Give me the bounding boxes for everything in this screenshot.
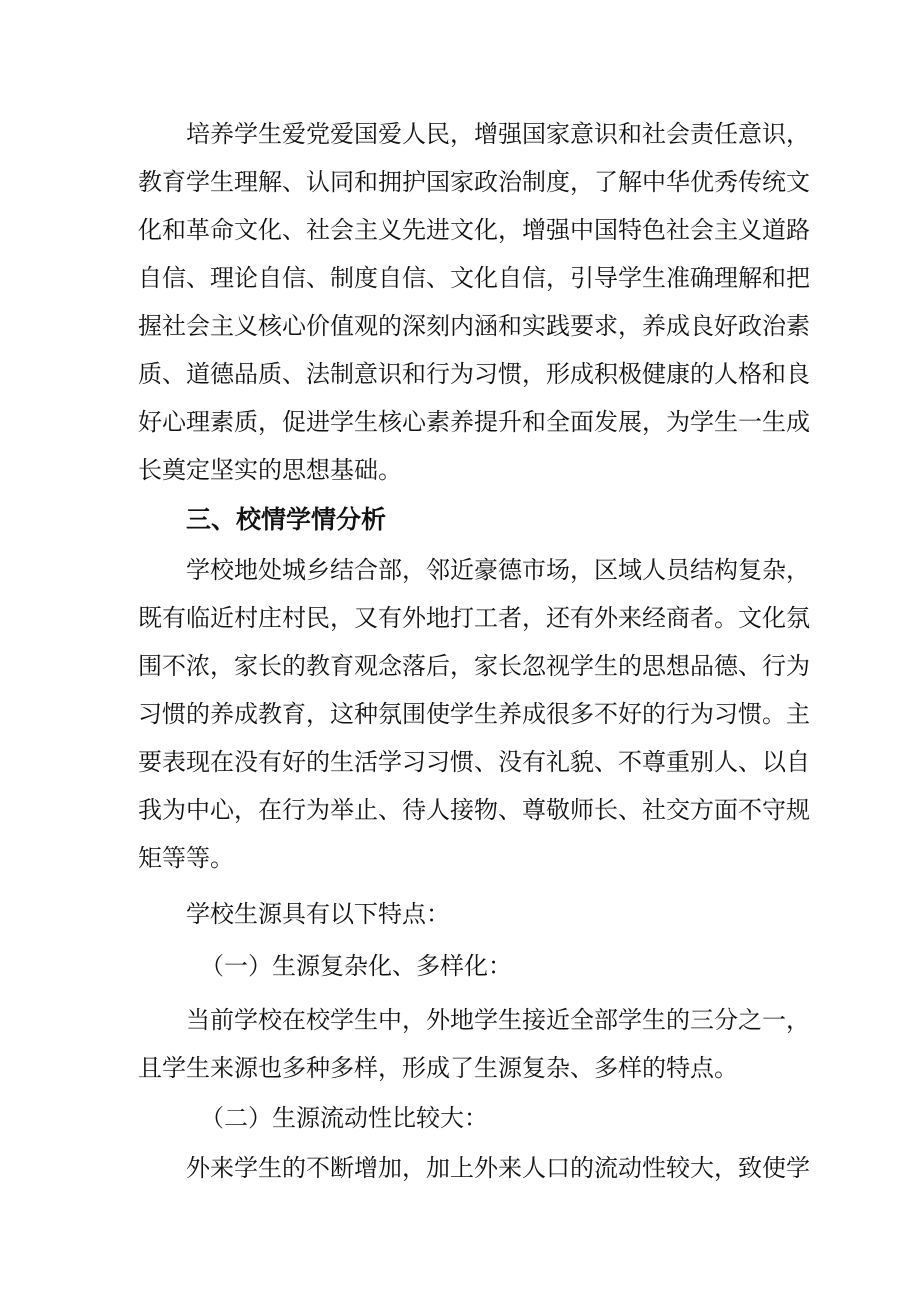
paragraph-line: 学校地处城乡结合部，邻近豪德市场，区域人员结构复杂， bbox=[186, 556, 810, 584]
subheading: （一）生源复杂化、多样化： bbox=[200, 952, 512, 980]
paragraph-line: 我为中心，在行为举止、待人接物、尊敬师长、社交方面不守规 bbox=[138, 796, 810, 824]
paragraph-line: 学校生源具有以下特点： bbox=[186, 900, 450, 928]
paragraph-line: 好心理素质，促进学生核心素养提升和全面发展，为学生一生成 bbox=[138, 408, 810, 436]
paragraph-line: 教育学生理解、认同和拥护国家政治制度，了解中华优秀传统文 bbox=[138, 168, 810, 196]
paragraph-line: 且学生来源也多种多样，形成了生源复杂、多样的特点。 bbox=[138, 1054, 738, 1082]
subheading: （二）生源流动性比较大： bbox=[200, 1104, 488, 1132]
paragraph-line: 质、道德品质、法制意识和行为习惯，形成积极健康的人格和良 bbox=[138, 360, 810, 388]
paragraph-line: 化和革命文化、社会主义先进文化，增强中国特色社会主义道路 bbox=[138, 216, 810, 244]
paragraph-line: 长奠定坚实的思想基础。 bbox=[138, 456, 402, 484]
paragraph-line: 当前学校在校学生中，外地学生接近全部学生的三分之一， bbox=[186, 1006, 810, 1034]
paragraph-line: 要表现在没有好的生活学习习惯、没有礼貌、不尊重别人、以自 bbox=[138, 748, 810, 776]
paragraph-line: 围不浓，家长的教育观念落后，家长忽视学生的思想品德、行为 bbox=[138, 652, 810, 680]
paragraph-line: 习惯的养成教育，这种氛围使学生养成很多不好的行为习惯。主 bbox=[138, 700, 810, 728]
paragraph-line: 自信、理论自信、制度自信、文化自信，引导学生准确理解和把 bbox=[138, 264, 810, 292]
paragraph-line: 矩等等。 bbox=[138, 844, 234, 872]
paragraph-line: 外来学生的不断增加，加上外来人口的流动性较大，致使学 bbox=[186, 1154, 810, 1182]
section-heading: 三、校情学情分析 bbox=[186, 505, 387, 534]
paragraph-line: 培养学生爱党爱国爱人民，增强国家意识和社会责任意识， bbox=[186, 120, 810, 148]
paragraph-line: 既有临近村庄村民，又有外地打工者，还有外来经商者。文化氛 bbox=[138, 604, 810, 632]
paragraph-line: 握社会主义核心价值观的深刻内涵和实践要求，养成良好政治素 bbox=[138, 312, 810, 340]
